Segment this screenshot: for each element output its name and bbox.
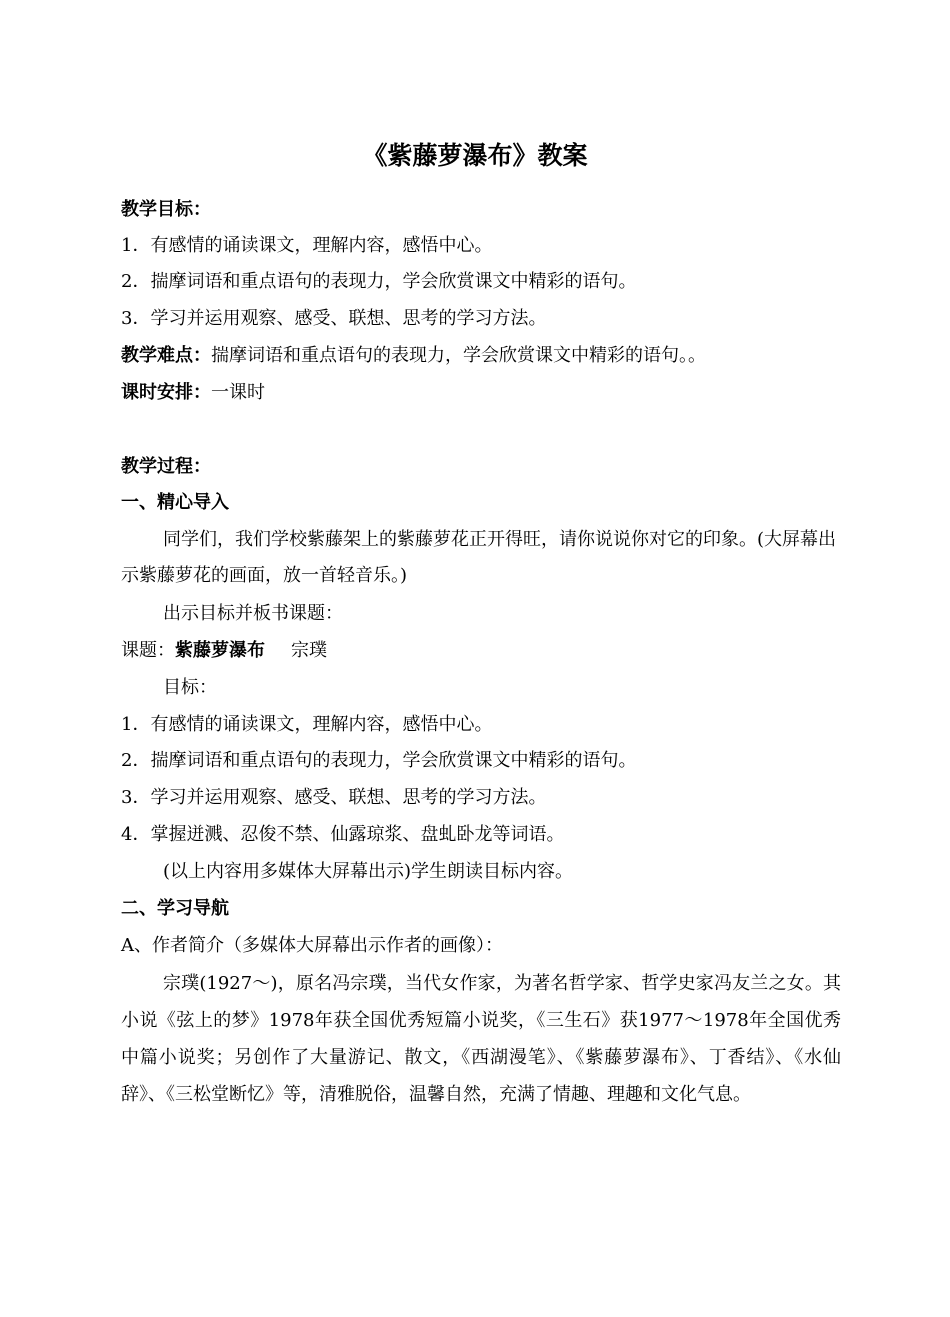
author-intro-heading: A、作者简介（多媒体大屏幕出示作者的画像）： — [121, 935, 503, 956]
difficulty-label: 教学难点： — [121, 345, 211, 366]
process-heading: 教学过程： — [121, 456, 211, 477]
document-title: 《紫藤萝瀑布》教案 — [362, 141, 588, 170]
goal-item-1: 1．有感情的诵读课文，理解内容，感悟中心。 — [121, 714, 493, 735]
topic-row — [121, 637, 327, 665]
show-goal-line: 出示目标并板书课题： — [163, 603, 343, 624]
goal-item-3: 3．学习并运用观察、感受、联想、思考的学习方法。 — [121, 787, 547, 808]
media-note: (以上内容用多媒体大屏幕出示)学生朗读目标内容。 — [163, 861, 574, 882]
schedule-label: 课时安排： — [121, 382, 211, 403]
objective-item-1: 1．有感情的诵读课文，理解内容，感悟中心。 — [121, 235, 493, 256]
difficulty-row — [121, 342, 706, 370]
topic-label: 课题： — [121, 640, 175, 661]
difficulty-text: 揣摩词语和重点语句的表现力，学会欣赏课文中精彩的语句。。 — [211, 345, 706, 366]
author-intro-paragraph: 宗璞(1927～)，原名冯宗璞，当代女作家，为著名哲学家、哲学史家冯友兰之女。其小说《弦上的梦》1978年获全国优秀短篇小说奖，《三生石》获1977～1978年全国优秀中篇小说奖；另创作了大量游记、散文，《西湖漫笔》、《紫藤萝瀑布》、丁香结》、《水仙辞》、《三松堂断忆》等，清雅脱俗，温馨自然，充满了情趣、理趣和文化气息。 — [121, 973, 841, 1105]
objective-item-3: 3．学习并运用观察、感受、联想、思考的学习方法。 — [121, 308, 547, 329]
section1-intro-paragraph: 同学们，我们学校紫藤架上的紫藤萝花正开得旺，请你说说你对它的印象。(大屏幕出示紫藤萝花的画面，放一首轻音乐。) — [121, 529, 837, 586]
section2-heading: 二、学习导航 — [121, 898, 229, 919]
goal-item-4: 4．掌握迸溅、忍俊不禁、仙露琼浆、盘虬卧龙等词语。 — [121, 824, 565, 845]
objective-item-2: 2．揣摩词语和重点语句的表现力，学会欣赏课文中精彩的语句。 — [121, 271, 637, 292]
objectives-heading: 教学目标： — [121, 199, 211, 220]
schedule-row — [121, 379, 265, 407]
topic-title: 紫藤萝瀑布 — [175, 640, 265, 661]
topic-author: 宗璞 — [291, 640, 327, 661]
goal-item-2: 2．揣摩词语和重点语句的表现力，学会欣赏课文中精彩的语句。 — [121, 750, 637, 771]
goal-label: 目标： — [163, 677, 217, 698]
schedule-text: 一课时 — [211, 382, 265, 403]
section1-heading: 一、精心导入 — [121, 492, 229, 513]
